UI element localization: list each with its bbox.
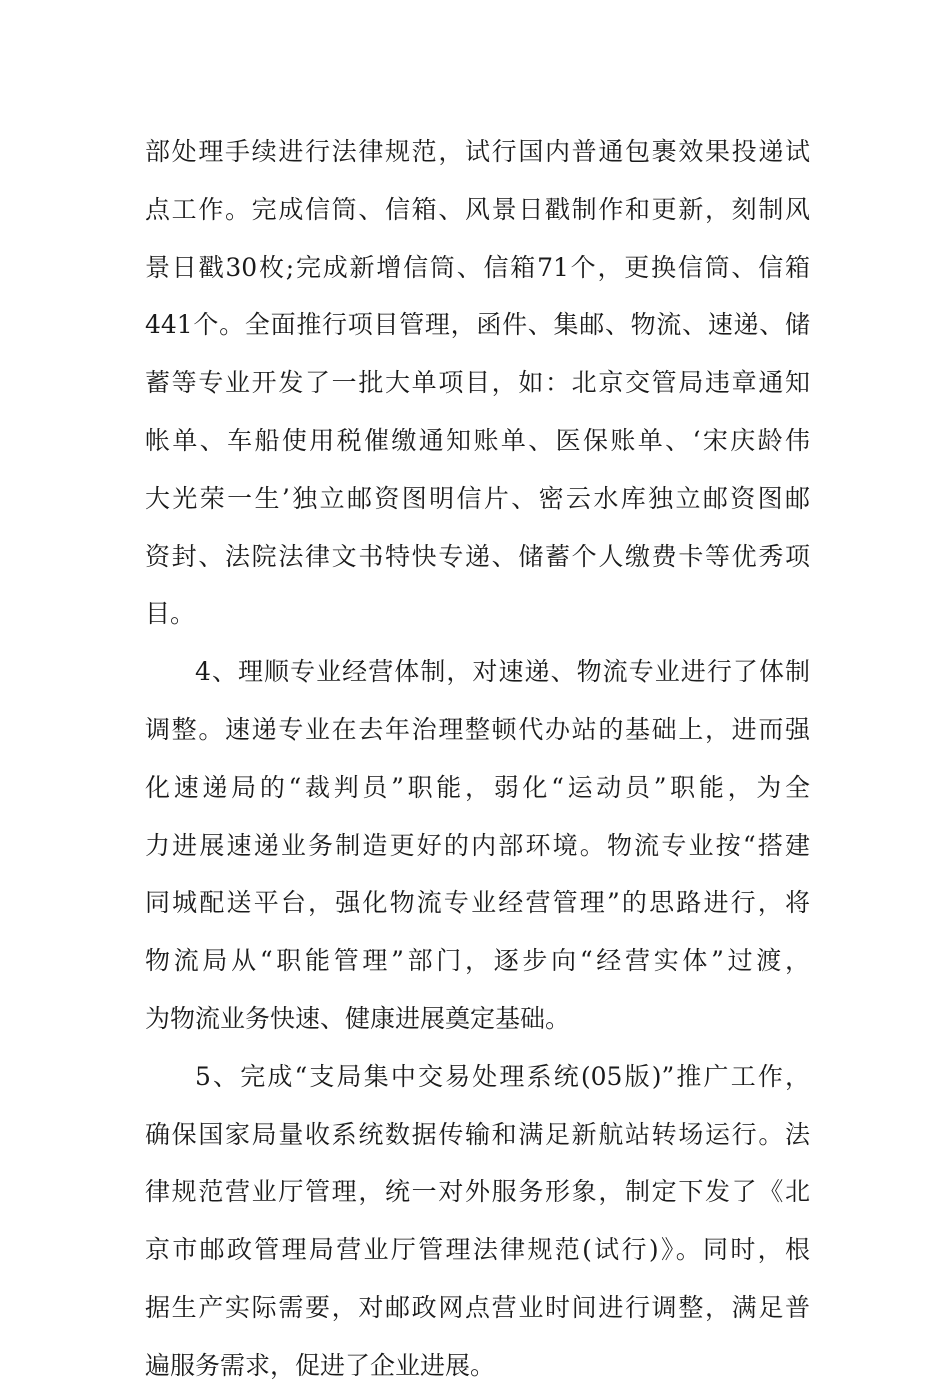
document-body	[145, 123, 810, 1395]
paragraph-2-line-6: 物流局从“职能管理”部门，逐步向“经营实体”过渡，	[145, 946, 810, 976]
paragraph-2-line-4: 力进展速递业务制造更好的内部环境。物流专业按“搭建	[145, 830, 810, 860]
paragraph-2-line-7: 为物流业务快速、健康进展奠定基础。	[145, 1003, 571, 1033]
paragraph-2-line-1: 4、理顺专业经营体制，对速递、物流专业进行了体制	[195, 657, 810, 687]
paragraph-1-line-2: 点工作。完成信筒、信箱、风景日戳制作和更新，刻制风	[145, 194, 810, 224]
paragraph-2-line-2: 调整。速递专业在去年治理整顿代办站的基础上，进而强	[145, 714, 810, 744]
paragraph-2-line-5: 同城配送平台，强化物流专业经营管理”的思路进行，将	[145, 888, 810, 918]
paragraph-1-line-3: 景日戳30枚;完成新增信筒、信箱71个，更换信筒、信箱	[145, 252, 810, 282]
paragraph-3-line-1: 5、完成“支局集中交易处理系统(05版)”推广工作，	[195, 1061, 810, 1091]
paragraph-3-line-6: 遍服务需求，促进了企业进展。	[145, 1350, 496, 1380]
paragraph-3-line-5: 据生产实际需要，对邮政网点营业时间进行调整，满足普	[145, 1292, 810, 1322]
paragraph-1-line-1: 部处理手续进行法律规范，试行国内普通包裹效果投递试	[145, 137, 810, 166]
paragraph-3-line-3: 律规范营业厅管理，统一对外服务形象，制定下发了《北	[145, 1177, 810, 1207]
paragraph-2-line-3: 化速递局的“裁判员”职能，弱化“运动员”职能，为全	[145, 772, 810, 802]
paragraph-1-line-8: 资封、法院法律文书特快专递、储蓄个人缴费卡等优秀项	[145, 541, 810, 571]
paragraph-1-line-6: 帐单、车船使用税催缴通知账单、医保账单、‘宋庆龄伟	[145, 425, 810, 455]
paragraph-1-line-5: 蓄等专业开发了一批大单项目，如：北京交管局违章通知	[145, 368, 810, 398]
paragraph-3-line-2: 确保国家局量收系统数据传输和满足新航站转场运行。法	[145, 1119, 810, 1149]
paragraph-1-line-7: 大光荣一生’独立邮资图明信片、密云水库独立邮资图邮	[145, 483, 810, 513]
paragraph-1-line-9: 目。	[145, 599, 196, 629]
paragraph-1-line-4: 441个。全面推行项目管理，函件、集邮、物流、速递、储	[145, 310, 810, 340]
paragraph-3-line-4: 京市邮政管理局营业厅管理法律规范(试行)》。同时，根	[145, 1235, 810, 1265]
